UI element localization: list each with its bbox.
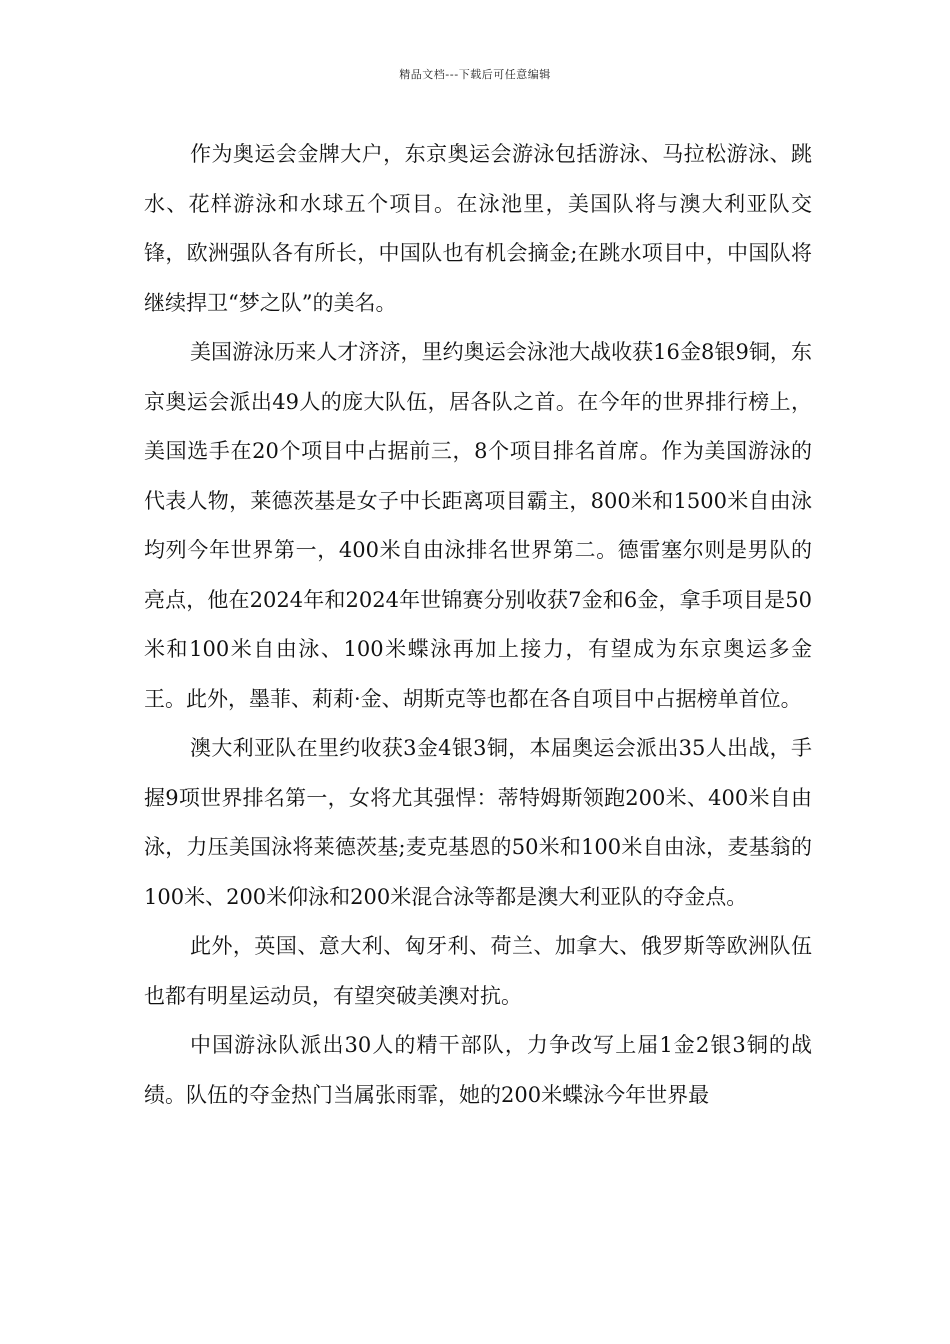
article-body (144, 130, 812, 1120)
paragraph-1: 作为奥运会金牌大户，东京奥运会游泳包括游泳、马拉松游泳、跳水、花样游泳和水球五个项目。在泳池里，美国队将与澳大利亚队交锋，欧洲强队各有所长，中国队也有机会摘金;在跳水项目中，中国队将继续捍卫“梦之队”的美名。 (144, 142, 812, 315)
paragraph-4: 此外，英国、意大利、匈牙利、荷兰、加拿大、俄罗斯等欧洲队伍也都有明星运动员，有望突破美澳对抗。 (144, 934, 812, 1008)
paragraph-2: 美国游泳历来人才济济，里约奥运会泳池大战收获16金8银9铜，东京奥运会派出49人的庞大队伍，居各队之首。在今年的世界排行榜上，美国选手在20个项目中占据前三，8个项目排名首席。作为美国游泳的代表人物，莱德茨基是女子中长距离项目霸主，800米和1500米自由泳均列今年世界第一，400米自由泳排名世界第二。德雷塞尔则是男队的亮点，他在2024年和2024年世锦赛分别收获7金和6金，拿手项目是50米和100米自由泳、100米蝶泳再加上接力，有望成为东京奥运多金王。此外，墨菲、莉莉·金、胡斯克等也都在各自项目中占据榜单首位。 (144, 340, 812, 711)
paragraph-3: 澳大利亚队在里约收获3金4银3铜，本届奥运会派出35人出战，手握9项世界排名第一，女将尤其强悍：蒂特姆斯领跑200米、400米自由泳，力压美国泳将莱德茨基;麦克基恩的50米和100米自由泳，麦基翁的100米、200米仰泳和200米混合泳等都是澳大利亚队的夺金点。 (144, 736, 812, 909)
page-header: 精品文档---下载后可任意编辑 (399, 68, 551, 81)
paragraph-5: 中国游泳队派出30人的精干部队，力争改写上届1金2银3铜的战绩。队伍的夺金热门当属张雨霏，她的200米蝶泳今年世界最 (144, 1033, 812, 1107)
